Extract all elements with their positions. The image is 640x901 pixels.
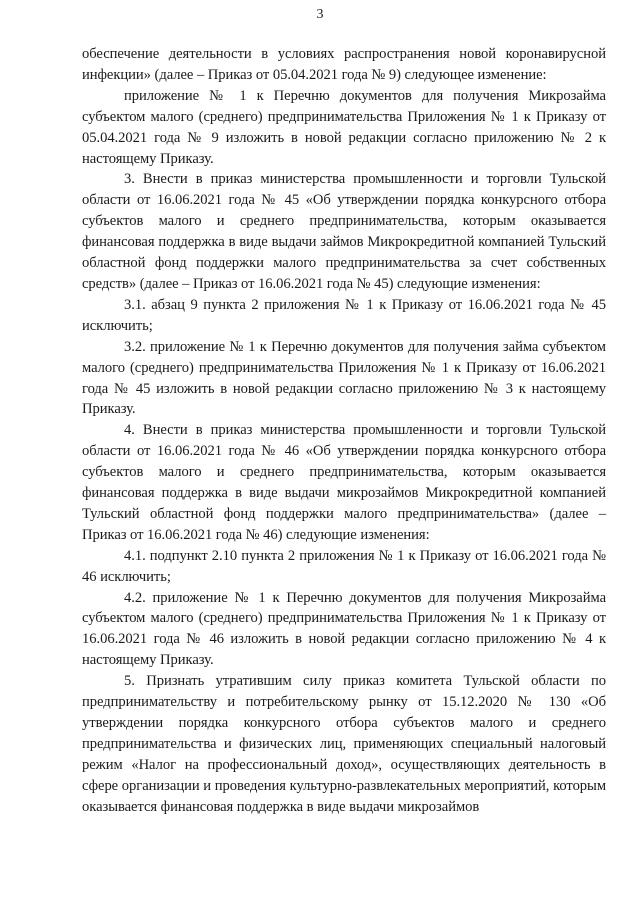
paragraph-item-3-2: 3.2. приложение № 1 к Перечню документов для получения займа субъектом малого (среднего) предпринимательства Приложения № 1 к Приказу от 16.06.2021 года № 45 изложить в новой редакции согласно приложению № 3 к настоящему Приказу.	[82, 338, 606, 418]
paragraph-item-5: 5. Признать утратившим силу приказ комитета Тульской области по предпринимательству и потребительскому рынку от 15.12.2020 № 130 «Об утверждении порядка конкурсного отбора субъектов малого и среднего предпринимательства и физических лиц, применяющих специальный налоговый режим «Налог на профессиональный доход», осуществляющих деятельность в сфере организации и проведения культурно-развлекательных мероприятий, которым оказывается финансовая поддержка в виде выдачи микрозаймов	[82, 673, 606, 815]
paragraph-appendix-1-change: приложение № 1 к Перечню документов для получения Микрозайма субъектом малого (среднего) предпринимательства Приложения № 1 к Приказу от 05.04.2021 года № 9 изложить в новой редакции согласно приложению № 2 к настоящему Приказу.	[82, 87, 606, 167]
paragraph-item-3-1: 3.1. абзац 9 пункта 2 приложения № 1 к Приказу от 16.06.2021 года № 45 исключить;	[82, 296, 606, 334]
paragraph-item-4: 4. Внести в приказ министерства промышленности и торговли Тульской области от 16.06.2021 года № 46 «Об утверждении порядка конкурсного отбора субъектов малого и среднего предпринимательства, которым оказывается финансовая поддержка в виде выдачи микрозаймов Микрокредитной компанией Тульский областной фонд поддержки малого предпринимательства» (далее – Приказ от 16.06.2021 года № 46) следующие изменения:	[82, 422, 606, 543]
paragraph-item-4-1: 4.1. подпункт 2.10 пункта 2 приложения № 1 к Приказу от 16.06.2021 года № 46 исключить;	[82, 547, 606, 585]
page-number: 3	[316, 7, 324, 22]
paragraph-item-3: 3. Внести в приказ министерства промышленности и торговли Тульской области от 16.06.2021 года № 45 «Об утверждении порядка конкурсного отбора субъектов малого и среднего предпринимательства, которым оказывается финансовая поддержка в виде выдачи займов Микрокредитной компанией Тульский областной фонд поддержки малого предпринимательства за счет собственных средств» (далее – Приказ от 16.06.2021 года № 45) следующие изменения:	[82, 171, 606, 292]
paragraph-continuation: обеспечение деятельности в условиях распространения новой коронавирусной инфекции» (далее – Приказ от 05.04.2021 года № 9) следующее изменение:	[82, 46, 606, 83]
paragraph-item-4-2: 4.2. приложение № 1 к Перечню документов для получения Микрозайма субъектом малого (среднего) предпринимательства Приложения № 1 к Приказу от 16.06.2021 года № 46 изложить в новой редакции согласно приложению № 4 к настоящему Приказу.	[82, 589, 606, 669]
document-body	[82, 44, 606, 818]
